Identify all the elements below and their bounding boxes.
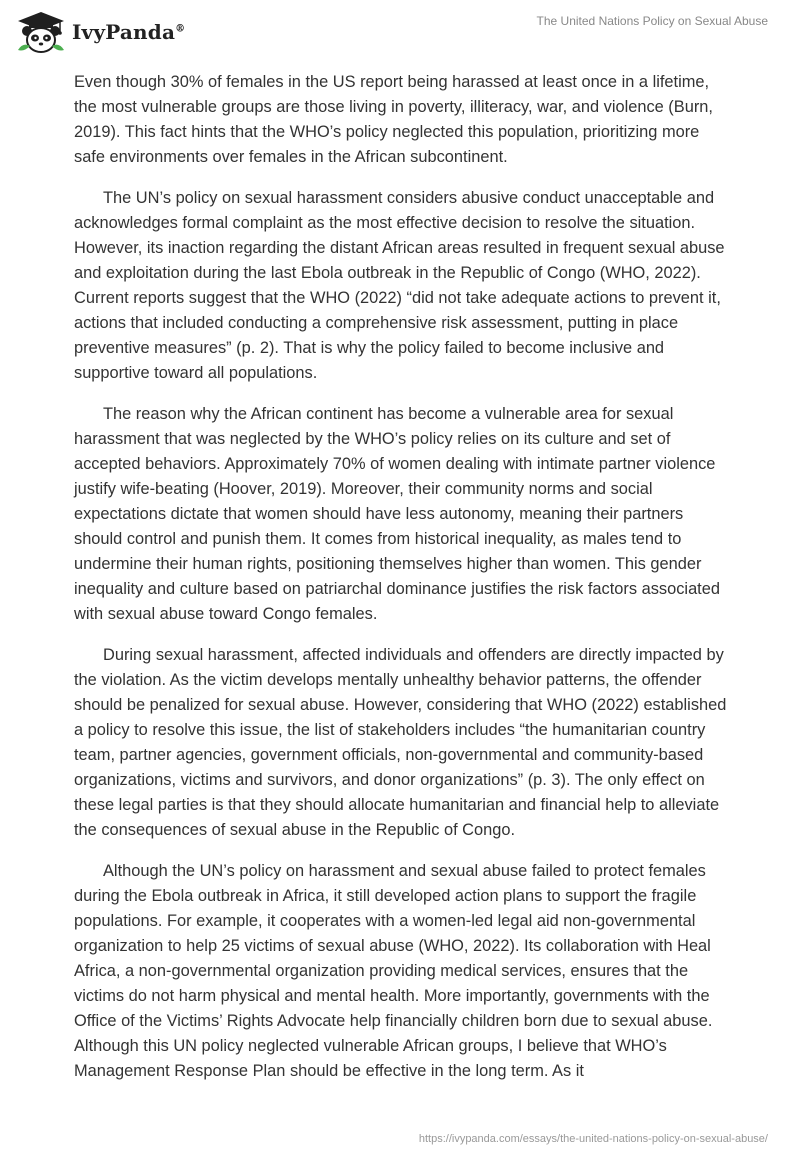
paragraph: During sexual harassment, affected individuals and offenders are directly impacted by the violation. As the victim develops mentally unhealthy behavior patterns, the offender should be penalized for sexual abuse. However, considering that WHO (2022) established a policy to resolve this issue, the list of stakeholders includes “the humanitarian country team, partner agencies, government officials, non-governmental and community-based organizations, victims and survivors, and donor organizations” (p. 3). The only effect on these legal parties is that they should allocate humanitarian and financial help to alleviate the consequences of sexual abuse in the Republic of Congo. bbox=[74, 646, 727, 839]
page-header bbox=[0, 0, 800, 70]
panda-graduation-icon bbox=[14, 10, 68, 54]
brand-logo[interactable] bbox=[14, 10, 185, 54]
paragraph: Even though 30% of females in the US report being harassed at least once in a lifetime, the most vulnerable groups are those living in poverty, illiteracy, war, and violence (Burn, 2019). This fact hints that the WHO’s policy neglected this population, prioritizing more safe environments over females in the African subcontinent. bbox=[74, 73, 713, 166]
paragraph: The reason why the African continent has become a vulnerable area for sexual harassment that was neglected by the WHO’s policy relies on its culture and set of accepted behaviors. Approximately 70% of women dealing with intimate partner violence justify wife-beating (Hoover, 2019). Moreover, their community norms and social expectations dictate that women should have less autonomy, meaning their partners should control and punish them. It comes from historical inequality, as males tend to undermine their human rights, positioning themselves higher than women. This gender inequality and culture based on patriarchal dominance justifies the risk factors associated with sexual abuse toward Congo females. bbox=[74, 405, 720, 623]
document-title: The United Nations Policy on Sexual Abuse bbox=[536, 14, 768, 28]
essay-body bbox=[74, 70, 734, 1100]
paragraph: The UN’s policy on sexual harassment considers abusive conduct unacceptable and acknowledges formal complaint as the most effective decision to resolve the situation. However, its inaction regarding the distant African areas resulted in frequent sexual abuse and exploitation during the last Ebola outbreak in the Republic of Congo (WHO, 2022). Current reports suggest that the WHO (2022) “did not take adequate actions to prevent it, actions that included conducting a comprehensive risk assessment, putting in place preventive measures” (p. 2). That is why the policy failed to become inclusive and supportive toward all populations. bbox=[74, 189, 725, 382]
paragraph: Although the UN’s policy on harassment and sexual abuse failed to protect females during the Ebola outbreak in Africa, it still developed action plans to support the fragile populations. For example, it cooperates with a women-led legal aid non-governmental organization to help 25 victims of sexual abuse (WHO, 2022). Its collaboration with Heal Africa, a non-governmental organization providing medical services, ensures that the victims do not harm physical and mental health. More importantly, governments with the Office of the Victims’ Rights Advocate help financially children born due to sexual abuse. Although this UN policy neglected vulnerable African groups, I believe that WHO’s Management Response Plan should be effective in the long term. As it bbox=[74, 862, 713, 1080]
trademark-symbol: ® bbox=[175, 23, 186, 35]
brand-name: IvyPanda® bbox=[72, 20, 186, 44]
source-url[interactable]: https://ivypanda.com/essays/the-united-nations-policy-on-sexual-abuse/ bbox=[418, 1133, 768, 1145]
